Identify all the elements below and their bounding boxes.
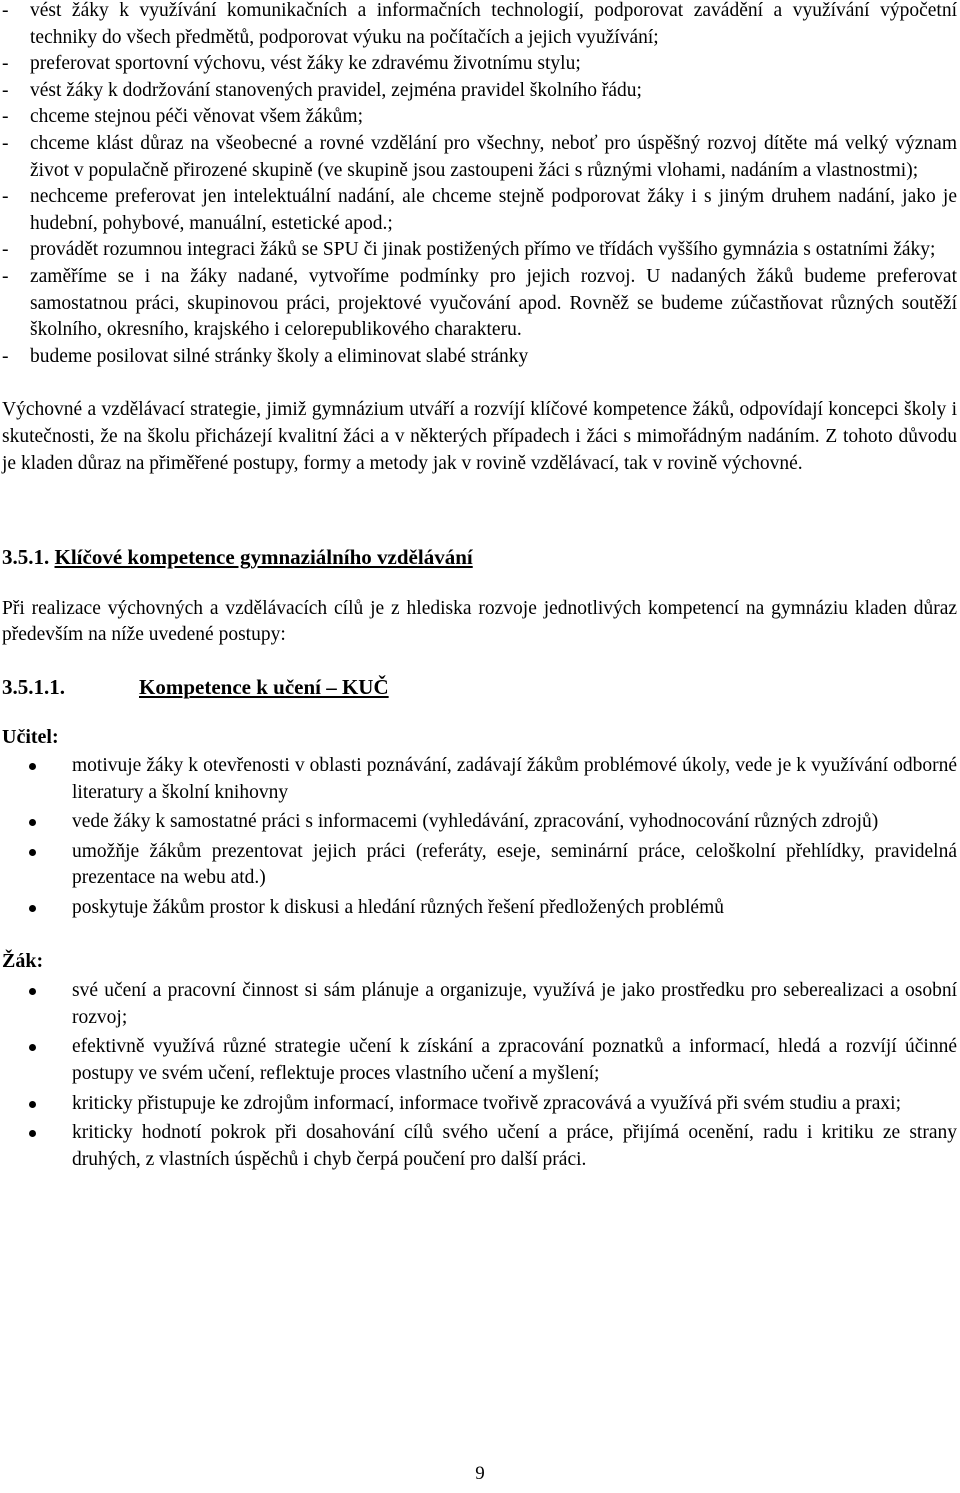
bullet-icon	[29, 819, 36, 826]
list-item: umožňje žákům prezentovat jejich práci (referáty, eseje, seminární práce, celoškolní přehlídky, pravidelná prezentace na webu atd.)	[2, 839, 957, 892]
bullet-icon	[29, 1044, 36, 1051]
list-item: - chceme stejnou péči věnovat všem žákům;	[2, 106, 364, 128]
student-list	[2, 978, 957, 1173]
section-title: Klíčové kompetence gymnaziálního vzdělávání	[54, 545, 473, 570]
list-item: - vést žáky k dodržování stanovených pravidel, zejména pravidel školního řádu;	[2, 79, 642, 101]
list-item: - budeme posilovat silné stránky školy a eliminovat slabé stránky	[2, 345, 529, 367]
list-item: poskytuje žákům prostor k diskusi a hledání různých řešení předložených problémů	[2, 895, 957, 922]
list-item: kriticky přistupuje ke zdrojům informací, informace tvořivě zpracovává a využívá při svém studiu a praxi;	[2, 1091, 957, 1118]
list-item: vede žáky k samostatné práci s informacemi (vyhledávání, zpracování, vyhodnocování různých zdrojů)	[2, 809, 957, 836]
list-item: - nechceme preferovat jen intelektuální nadání, ale chceme stejně podporovat žáky i s jiným druhem nadání, jako je hudební, pohybové, manuální, estetické apod.;	[2, 186, 957, 234]
bullet-icon	[29, 988, 36, 995]
list-item: motivuje žáky k otevřenosti v oblasti poznávání, zadávají žákům problémové úkoly, vede je k využívání odborné literatury a školní knihovny	[2, 753, 957, 806]
list-item: - vést žáky k využívání komunikačních a informačních technologií, podporovat zavádění a využívání výpočetní techniky do všech předmětů, podporovat výuku na počítačích a jejich využívání;	[2, 0, 957, 48]
bullet-icon	[29, 905, 36, 912]
list-item: - preferovat sportovní výchovu, vést žáky ke zdravému životnímu stylu;	[2, 53, 581, 75]
bullet-icon	[29, 763, 36, 770]
list-item: kriticky hodnotí pokrok při dosahování cílů svého učení a práce, přijímá ocenění, radu i kritiku ze strany druhých, z vlastních úspěchů i chyb čerpá poučení pro další práci.	[2, 1120, 957, 1173]
section-intro: Při realizace výchovných a vzdělávacích cílů je z hlediska rozvoje jednotlivých kompetencí na gymnáziu kladen důraz především na níže uvedené postupy:	[2, 597, 957, 646]
page-number: 9	[475, 1463, 485, 1484]
teacher-label: Učitel:	[2, 726, 59, 749]
list-item: efektivně využívá různé strategie učení k získání a zpracování poznatků a informací, hledá a rozvíjí účinné postupy ve svém učení, reflektuje proces vlastního učení a myšlení;	[2, 1034, 957, 1087]
document-page	[2, 0, 957, 1176]
strategy-paragraph: Výchovné a vzdělávací strategie, jimiž gymnázium utváří a rozvíjí klíčové kompetence žáků, odpovídají koncepci školy i skutečnosti, že na školu přicházejí kvalitní žáci a v některých případech i žáci s mimořádným nadáním. Z tohoto důvodu je kladen důraz na přiměřené postupy, formy a metody jak v rovině vzdělávací, tak v rovině výchovné.	[2, 399, 957, 474]
subsection-number: 3.5.1.1.	[2, 674, 65, 699]
bullet-icon	[29, 1101, 36, 1108]
list-item: - zaměříme se i na žáky nadané, vytvoříme podmínky pro jejich rozvoj. U nadaných žáků budeme preferovat samostatnou práci, skupinovou práci, projektové vyučování apod. Rovněž se budeme zúčastňovat různých soutěží školního, okresního, krajského i celorepublikového charakteru.	[2, 265, 957, 341]
list-item: - chceme klást důraz na všeobecné a rovné vzdělání pro všechny, neboť pro úspěšný rozvoj dítěte má velký význam život v populačně přirozené skupině (ve skupině jsou zastoupeni žáci s různými vlohami, nadáním a vlastnostmi);	[2, 132, 957, 181]
list-item: - provádět rozumnou integraci žáků se SPU či jinak postižených přímo ve třídách vyššího gymnázia s ostatními žáky;	[2, 239, 936, 261]
bullet-icon	[29, 849, 36, 856]
bullet-icon	[29, 1130, 36, 1137]
section-number: 3.5.1.	[2, 545, 50, 570]
section-heading	[2, 544, 957, 571]
intro-list	[2, 0, 957, 370]
student-label: Žák:	[2, 949, 44, 972]
subsection-title: Kompetence k učení – KUČ	[139, 674, 389, 699]
subsection-heading	[2, 674, 957, 701]
teacher-list	[2, 753, 957, 922]
list-item: své učení a pracovní činnost si sám plánuje a organizuje, využívá je jako prostředku pro seberealizaci a osobní rozvoj;	[2, 978, 957, 1031]
